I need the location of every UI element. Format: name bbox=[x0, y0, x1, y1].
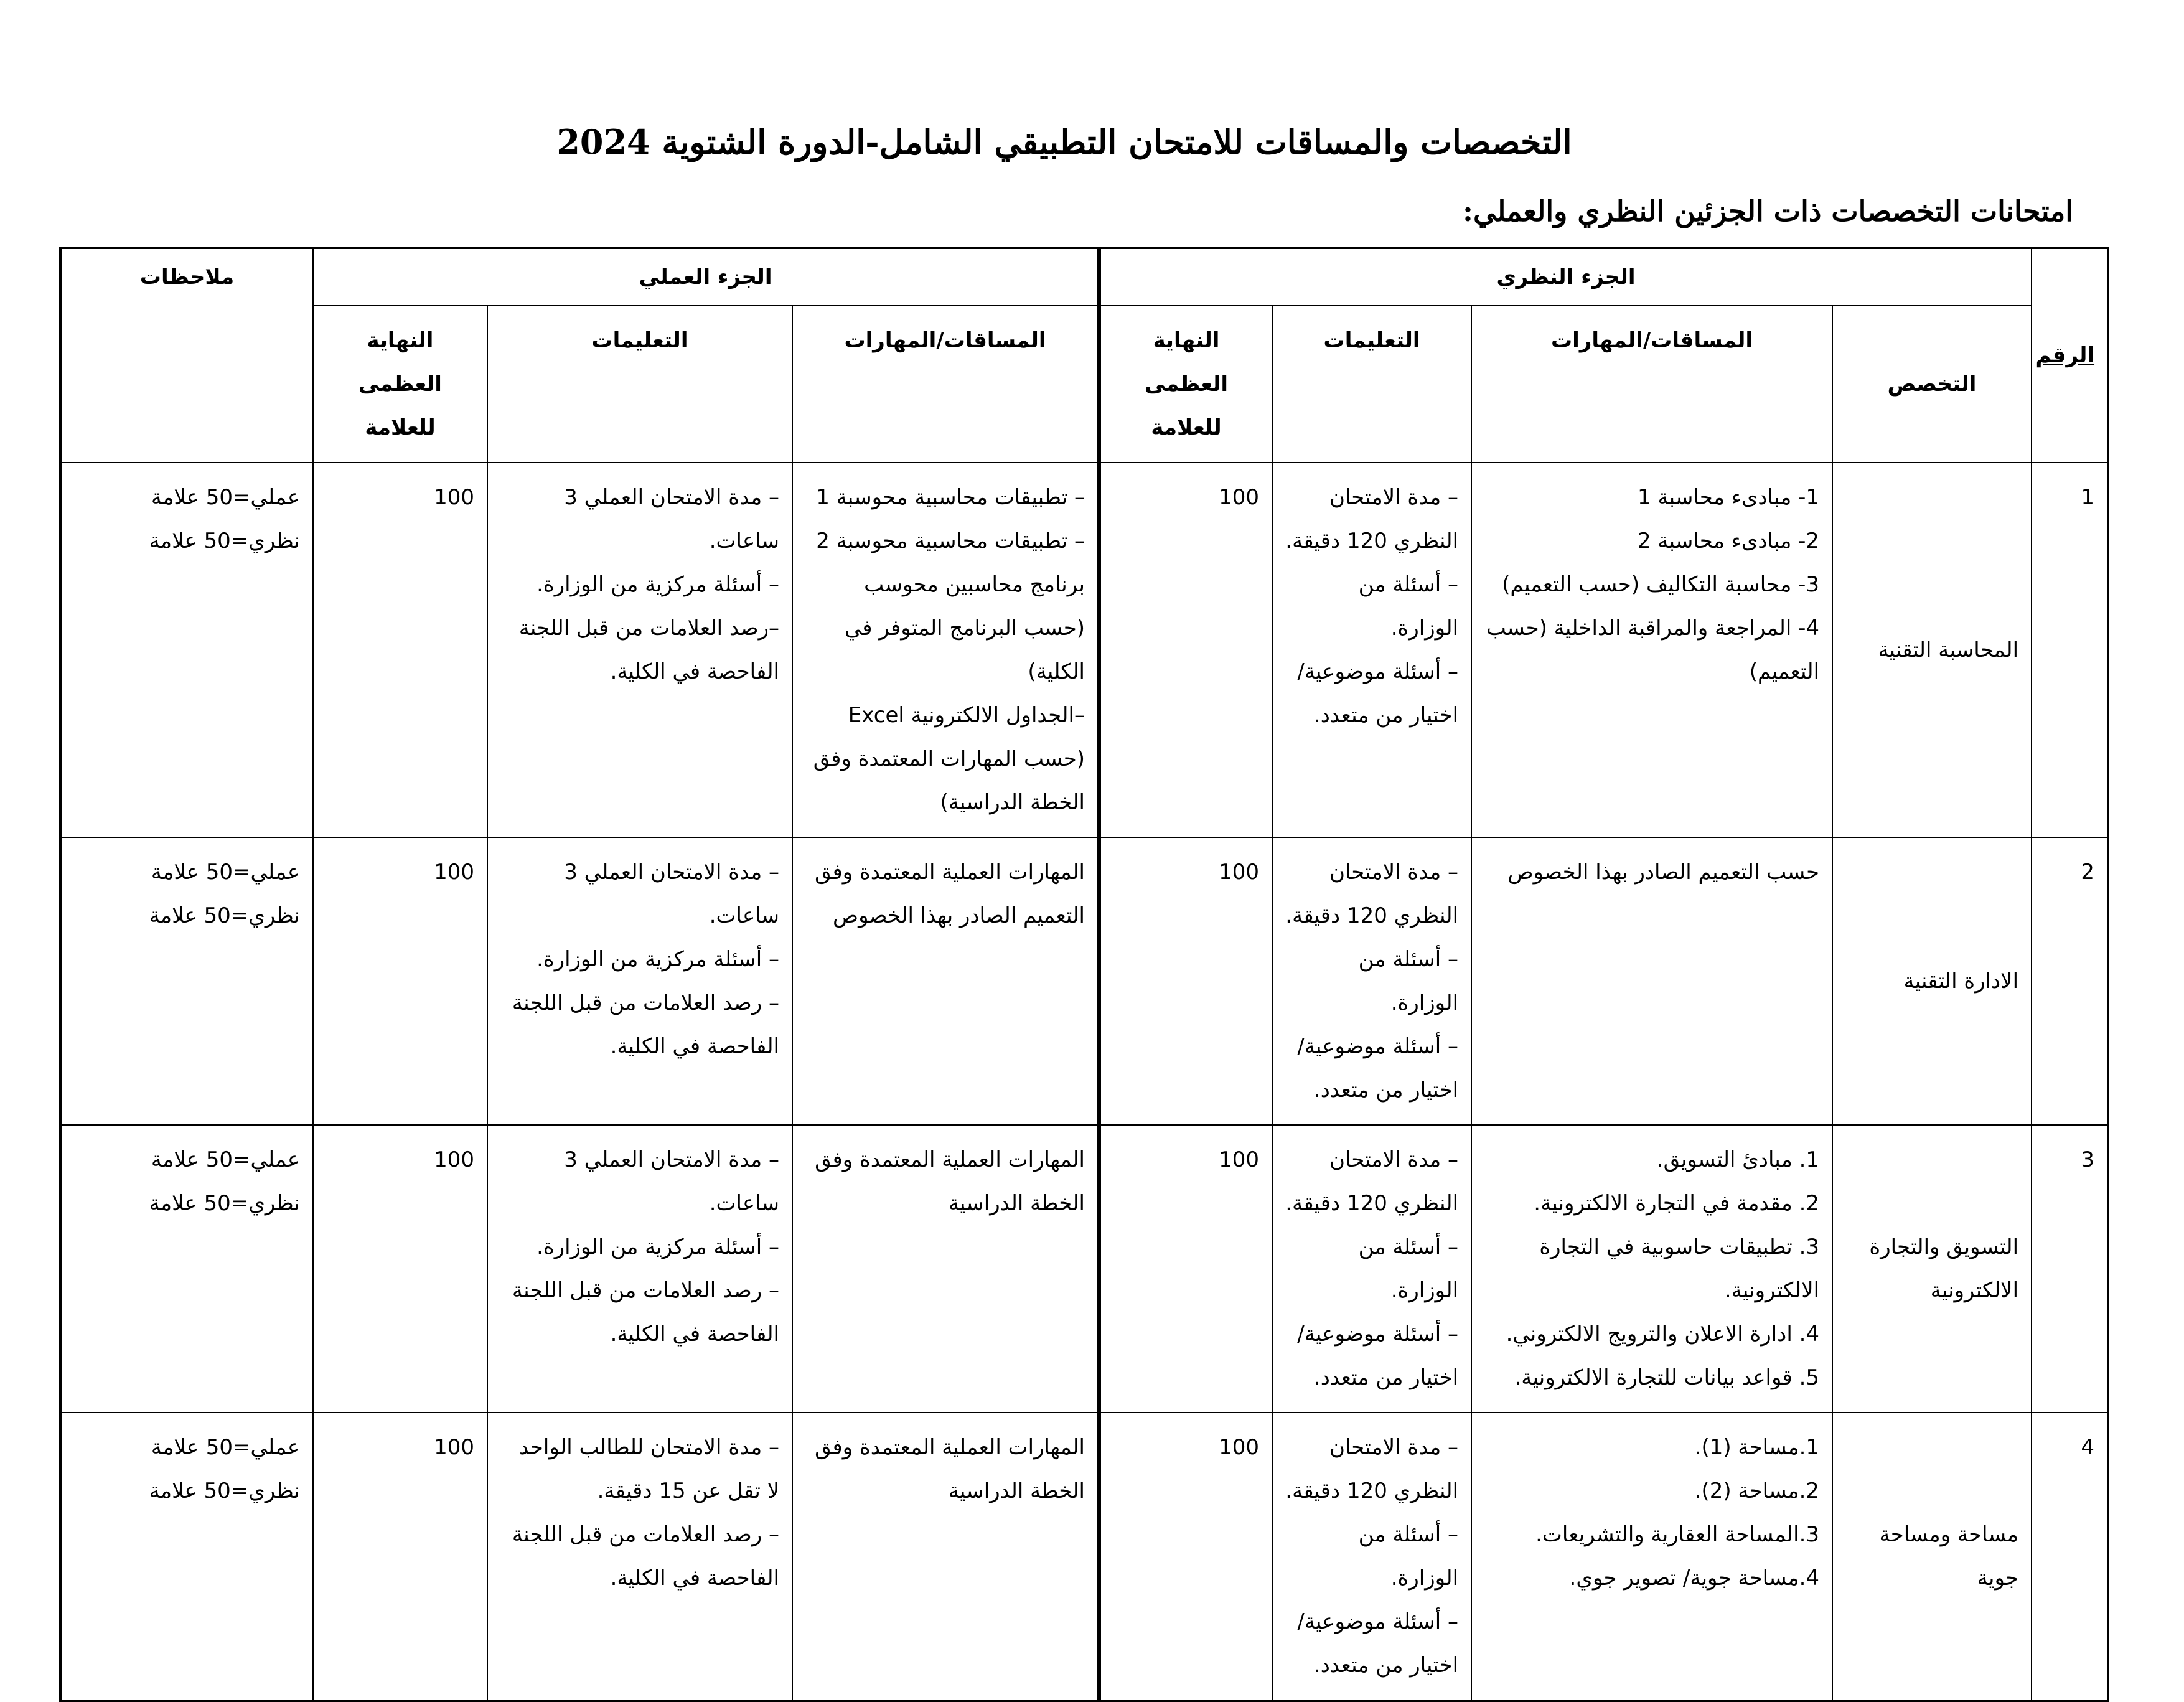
theory-instructions-list bbox=[1285, 850, 1458, 1112]
section-subtitle: امتحانات التخصصات ذات الجزئين النظري والعملي: bbox=[1463, 194, 2073, 228]
list-item: برنامج محاسبين محوسب (حسب البرنامج المتوفر في الكلية) bbox=[844, 572, 1085, 684]
header-number: الرقم bbox=[2032, 248, 2108, 463]
header-theory-courses: المساقات/المهارات bbox=[1471, 306, 1832, 463]
row-number: 2 bbox=[2032, 837, 2108, 1125]
table-row bbox=[60, 1125, 2108, 1413]
list-item: 3.المساحة العقارية والتشريعات. bbox=[1535, 1522, 1820, 1547]
practical-courses bbox=[792, 1125, 1099, 1413]
practical-instructions-list bbox=[500, 1426, 779, 1600]
list-item: – أسئلة من الوزارة. bbox=[1358, 1522, 1459, 1591]
practical-instructions bbox=[487, 1125, 792, 1413]
theory-courses bbox=[1471, 1413, 1832, 1701]
list-item: – مدة الامتحان العملي 3 ساعات. bbox=[564, 485, 779, 553]
theory-max: 100 bbox=[1099, 463, 1272, 837]
theory-instructions bbox=[1272, 1413, 1471, 1701]
theory-instructions bbox=[1272, 837, 1471, 1125]
list-item: نظري=50 علامة bbox=[149, 903, 300, 928]
list-item: – مدة الامتحان النظري 120 دقيقة. bbox=[1285, 860, 1459, 928]
list-item: – أسئلة موضوعية/ اختيار من متعدد. bbox=[1297, 659, 1459, 728]
list-item: 2.مساحة (2). bbox=[1694, 1479, 1820, 1503]
list-item: 1. مبادئ التسويق. bbox=[1656, 1147, 1820, 1172]
practical-courses bbox=[792, 837, 1099, 1125]
list-item: المهارات العملية المعتمدة وفق الخطة الدراسية bbox=[815, 1147, 1085, 1216]
theory-courses-list bbox=[1484, 476, 1819, 693]
list-item: – أسئلة موضوعية/ اختيار من متعدد. bbox=[1297, 1322, 1459, 1390]
list-item: 4. ادارة الاعلان والترويج الالكتروني. bbox=[1506, 1322, 1820, 1347]
list-item: 4- المراجعة والمراقبة الداخلية (حسب التعميم) bbox=[1486, 616, 1820, 684]
list-item: المهارات العملية المعتمدة وفق التعميم الصادر بهذا الخصوص bbox=[815, 860, 1085, 928]
list-item: – مدة الامتحان النظري 120 دقيقة. bbox=[1285, 485, 1459, 553]
list-item: (حسب المهارات المعتمدة وفق الخطة الدراسية) bbox=[813, 746, 1085, 815]
list-item: – أسئلة موضوعية/ اختيار من متعدد. bbox=[1297, 1609, 1459, 1678]
list-item: – أسئلة مركزية من الوزارة. bbox=[537, 1234, 779, 1259]
theory-max: 100 bbox=[1099, 1125, 1272, 1413]
practical-max: 100 bbox=[313, 837, 487, 1125]
notes bbox=[60, 1413, 313, 1701]
list-item: – مدة الامتحان العملي 3 ساعات. bbox=[564, 860, 779, 928]
list-item: – رصد العلامات من قبل اللجنة الفاحصة في الكلية. bbox=[512, 990, 779, 1059]
row-specialization: المحاسبة التقنية bbox=[1832, 463, 2032, 837]
practical-max: 100 bbox=[313, 463, 487, 837]
list-item: المهارات العملية المعتمدة وفق الخطة الدراسية bbox=[815, 1435, 1085, 1503]
header-theory-instructions: التعليمات bbox=[1272, 306, 1471, 463]
practical-instructions-list bbox=[500, 850, 779, 1068]
practical-instructions bbox=[487, 837, 792, 1125]
row-number: 4 bbox=[2032, 1413, 2108, 1701]
list-item: –الجداول الالكترونية Excel bbox=[848, 703, 1085, 728]
list-item: عملي=50 علامة bbox=[151, 1147, 300, 1172]
list-item: حسب التعميم الصادر بهذا الخصوص bbox=[1507, 860, 1820, 885]
practical-instructions bbox=[487, 1413, 792, 1701]
table-row bbox=[60, 1413, 2108, 1701]
theory-instructions bbox=[1272, 463, 1471, 837]
practical-instructions-list bbox=[500, 476, 779, 693]
list-item: 4.مساحة جوية/ تصوير جوي. bbox=[1569, 1566, 1820, 1591]
list-item: – رصد العلامات من قبل اللجنة الفاحصة في الكلية. bbox=[512, 1522, 779, 1591]
theory-instructions-list bbox=[1285, 476, 1458, 737]
theory-instructions bbox=[1272, 1125, 1471, 1413]
notes bbox=[60, 463, 313, 837]
practical-instructions-list bbox=[500, 1138, 779, 1356]
list-item: – مدة الامتحان العملي 3 ساعات. bbox=[564, 1147, 779, 1216]
theory-instructions-list bbox=[1285, 1426, 1458, 1687]
header-practical-instructions: التعليمات bbox=[487, 306, 792, 463]
row-specialization: التسويق والتجارة الالكترونية bbox=[1832, 1125, 2032, 1413]
list-item: – مدة الامتحان النظري 120 دقيقة. bbox=[1285, 1435, 1459, 1503]
practical-instructions bbox=[487, 463, 792, 837]
practical-courses bbox=[792, 463, 1099, 837]
theory-courses-list bbox=[1484, 1138, 1819, 1399]
list-item: نظري=50 علامة bbox=[149, 1191, 300, 1216]
page-title: التخصصات والمساقات للامتحان التطبيقي الشامل-الدورة الشتوية 2024 bbox=[556, 122, 1572, 162]
list-item: –رصد العلامات من قبل اللجنة الفاحصة في الكلية. bbox=[518, 616, 779, 684]
practical-courses-list bbox=[805, 1138, 1085, 1225]
header-notes: ملاحظات bbox=[60, 248, 313, 463]
list-item: 2- مبادىء محاسبة 2 bbox=[1637, 529, 1820, 553]
list-item: 3. تطبيقات حاسوبية في التجارة الالكترونية. bbox=[1539, 1234, 1820, 1303]
notes-list bbox=[74, 850, 300, 938]
specializations-table bbox=[59, 247, 2109, 1702]
theory-instructions-list bbox=[1285, 1138, 1458, 1399]
header-practical-courses: المساقات/المهارات bbox=[792, 306, 1099, 463]
list-item: عملي=50 علامة bbox=[151, 1435, 300, 1460]
list-item: نظري=50 علامة bbox=[149, 529, 300, 553]
theory-courses bbox=[1471, 837, 1832, 1125]
list-item: نظري=50 علامة bbox=[149, 1479, 300, 1503]
notes bbox=[60, 837, 313, 1125]
theory-max: 100 bbox=[1099, 837, 1272, 1125]
header-theory-group: الجزء النظري bbox=[1099, 248, 2032, 306]
list-item: – أسئلة من الوزارة. bbox=[1358, 1234, 1459, 1303]
list-item: 3- محاسبة التكاليف (حسب التعميم) bbox=[1502, 572, 1820, 597]
list-item: – أسئلة مركزية من الوزارة. bbox=[537, 572, 779, 597]
list-item: – رصد العلامات من قبل اللجنة الفاحصة في الكلية. bbox=[512, 1278, 779, 1347]
practical-courses-list bbox=[805, 476, 1085, 824]
list-item: – تطبيقات محاسبية محوسبة 2 bbox=[816, 529, 1085, 553]
list-item: عملي=50 علامة bbox=[151, 485, 300, 510]
row-number: 3 bbox=[2032, 1125, 2108, 1413]
header-practical-max: النهاية العظمى للعلامة bbox=[313, 306, 487, 463]
list-item: 2. مقدمة في التجارة الالكترونية. bbox=[1534, 1191, 1820, 1216]
practical-max: 100 bbox=[313, 1125, 487, 1413]
theory-max: 100 bbox=[1099, 1413, 1272, 1701]
row-specialization: الادارة التقنية bbox=[1832, 837, 2032, 1125]
notes bbox=[60, 1125, 313, 1413]
practical-max: 100 bbox=[313, 1413, 487, 1701]
notes-list bbox=[74, 1426, 300, 1513]
notes-list bbox=[74, 476, 300, 563]
list-item: – أسئلة مركزية من الوزارة. bbox=[537, 947, 779, 972]
list-item: 1.مساحة (1). bbox=[1694, 1435, 1820, 1460]
row-specialization: مساحة ومساحة جوية bbox=[1832, 1413, 2032, 1701]
header-practical-group: الجزء العملي bbox=[313, 248, 1099, 306]
list-item: – أسئلة من الوزارة. bbox=[1358, 947, 1459, 1015]
practical-courses-list bbox=[805, 1426, 1085, 1513]
list-item: 5. قواعد بيانات للتجارة الالكترونية. bbox=[1514, 1365, 1820, 1390]
list-item: – أسئلة من الوزارة. bbox=[1358, 572, 1459, 641]
practical-courses bbox=[792, 1413, 1099, 1701]
list-item: – تطبيقات محاسبية محوسبة 1 bbox=[816, 485, 1085, 510]
practical-courses-list bbox=[805, 850, 1085, 938]
list-item: – أسئلة موضوعية/ اختيار من متعدد. bbox=[1297, 1034, 1459, 1103]
table-row bbox=[60, 463, 2108, 837]
list-item: – مدة الامتحان للطالب الواحد لا تقل عن 15 دقيقة. bbox=[519, 1435, 779, 1503]
header-theory-max: النهاية العظمى للعلامة bbox=[1099, 306, 1272, 463]
theory-courses-list bbox=[1484, 1426, 1819, 1600]
header-specialization: التخصص bbox=[1832, 306, 2032, 463]
list-item: عملي=50 علامة bbox=[151, 860, 300, 885]
theory-courses bbox=[1471, 1125, 1832, 1413]
list-item: 1- مبادىء محاسبة 1 bbox=[1637, 485, 1820, 510]
notes-list bbox=[74, 1138, 300, 1225]
table-row bbox=[60, 837, 2108, 1125]
theory-courses bbox=[1471, 463, 1832, 837]
theory-courses-list bbox=[1484, 850, 1819, 894]
row-number: 1 bbox=[2032, 463, 2108, 837]
list-item: – مدة الامتحان النظري 120 دقيقة. bbox=[1285, 1147, 1459, 1216]
